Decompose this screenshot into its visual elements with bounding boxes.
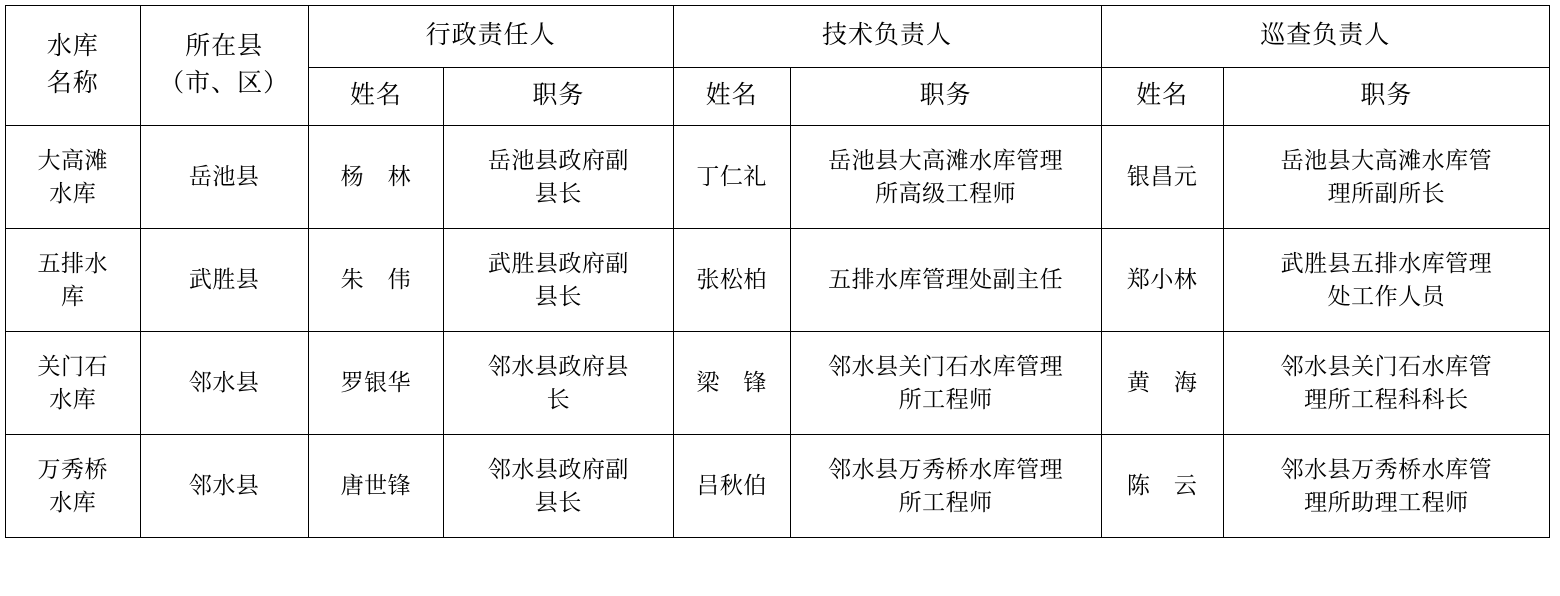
cell-admin-name: 杨 林 xyxy=(308,126,444,229)
header-reservoir-name-line2: 名称 xyxy=(46,69,99,97)
header-reservoir-name xyxy=(6,6,141,126)
header-county xyxy=(140,6,308,126)
admin-post-line2: 长 xyxy=(546,387,571,412)
cell-reservoir-name xyxy=(6,435,141,538)
cell-admin-post xyxy=(444,332,673,435)
header-tech-post: 职务 xyxy=(790,68,1101,126)
reservoir-name-line2: 库 xyxy=(61,284,85,309)
cell-tech-name: 张松柏 xyxy=(673,229,790,332)
reservoir-name-line1: 万秀桥 xyxy=(37,456,108,482)
cell-admin-post xyxy=(444,229,673,332)
header-group-patrol: 巡查负责人 xyxy=(1101,6,1549,68)
cell-county: 岳池县 xyxy=(140,126,308,229)
header-admin-name: 姓名 xyxy=(308,68,444,126)
header-row-top xyxy=(6,6,1550,68)
tech-post-line2: 所工程师 xyxy=(898,387,993,412)
cell-county: 邻水县 xyxy=(140,332,308,435)
cell-admin-name: 朱 伟 xyxy=(308,229,444,332)
cell-patrol-post xyxy=(1223,435,1549,538)
cell-tech-name: 梁 锋 xyxy=(673,332,790,435)
admin-post-line2: 县长 xyxy=(534,181,582,206)
cell-admin-post xyxy=(444,126,673,229)
patrol-post-line1: 岳池县大高滩水库管 xyxy=(1280,147,1493,173)
patrol-post-line2: 理所副所长 xyxy=(1327,181,1446,206)
cell-reservoir-name xyxy=(6,332,141,435)
cell-reservoir-name xyxy=(6,229,141,332)
cell-tech-name: 丁仁礼 xyxy=(673,126,790,229)
cell-tech-name: 吕秋伯 xyxy=(673,435,790,538)
reservoir-name-line1: 五排水 xyxy=(37,250,108,276)
header-patrol-post: 职务 xyxy=(1223,68,1549,126)
cell-tech-post xyxy=(790,229,1101,332)
admin-post-line1: 邻水县政府副 xyxy=(487,456,629,482)
table-header xyxy=(6,6,1550,126)
cell-tech-post xyxy=(790,126,1101,229)
reservoir-name-line2: 水库 xyxy=(49,387,97,412)
header-county-line1: 所在县 xyxy=(185,33,264,61)
reservoir-name-line1: 关门石 xyxy=(37,353,108,379)
table-body xyxy=(6,126,1550,538)
header-group-admin: 行政责任人 xyxy=(308,6,673,68)
cell-tech-post xyxy=(790,435,1101,538)
patrol-post-line2: 理所助理工程师 xyxy=(1304,490,1469,515)
header-reservoir-name-line1: 水库 xyxy=(46,33,99,61)
reservoir-responsibility-table xyxy=(5,5,1550,538)
header-group-tech: 技术负责人 xyxy=(673,6,1101,68)
admin-post-line2: 县长 xyxy=(534,490,582,515)
admin-post-line2: 县长 xyxy=(534,284,582,309)
cell-patrol-name: 银昌元 xyxy=(1101,126,1223,229)
header-tech-name: 姓名 xyxy=(673,68,790,126)
cell-county: 邻水县 xyxy=(140,435,308,538)
reservoir-name-line1: 大高滩 xyxy=(37,147,108,173)
patrol-post-line2: 理所工程科科长 xyxy=(1304,387,1469,412)
admin-post-line1: 岳池县政府副 xyxy=(487,147,629,173)
patrol-post-line1: 武胜县五排水库管理 xyxy=(1280,250,1493,276)
table-row xyxy=(6,332,1550,435)
document-page xyxy=(0,5,1560,596)
tech-post-line2: 所高级工程师 xyxy=(875,181,1017,206)
reservoir-name-line2: 水库 xyxy=(49,181,97,206)
reservoir-name-line2: 水库 xyxy=(49,490,97,515)
tech-post-line1: 邻水县万秀桥水库管理 xyxy=(828,456,1064,482)
patrol-post-line1: 邻水县关门石水库管 xyxy=(1280,353,1493,379)
header-county-line2: （市、区） xyxy=(159,69,290,97)
tech-post-line1: 邻水县关门石水库管理 xyxy=(828,353,1064,379)
patrol-post-line2: 处工作人员 xyxy=(1327,284,1446,309)
cell-patrol-name: 黄 海 xyxy=(1101,332,1223,435)
cell-patrol-post xyxy=(1223,126,1549,229)
cell-admin-name: 唐世锋 xyxy=(308,435,444,538)
cell-patrol-post xyxy=(1223,229,1549,332)
tech-post-line1: 五排水库管理处副主任 xyxy=(828,267,1064,293)
admin-post-line1: 武胜县政府副 xyxy=(487,250,629,276)
cell-patrol-post xyxy=(1223,332,1549,435)
table-row xyxy=(6,435,1550,538)
tech-post-line1: 岳池县大高滩水库管理 xyxy=(828,147,1064,173)
cell-reservoir-name xyxy=(6,126,141,229)
cell-admin-name: 罗银华 xyxy=(308,332,444,435)
cell-tech-post xyxy=(790,332,1101,435)
cell-county: 武胜县 xyxy=(140,229,308,332)
table-row xyxy=(6,229,1550,332)
admin-post-line1: 邻水县政府县 xyxy=(487,353,629,379)
table-row xyxy=(6,126,1550,229)
header-patrol-name: 姓名 xyxy=(1101,68,1223,126)
cell-patrol-name: 陈 云 xyxy=(1101,435,1223,538)
header-admin-post: 职务 xyxy=(444,68,673,126)
tech-post-line2: 所工程师 xyxy=(898,490,993,515)
cell-admin-post xyxy=(444,435,673,538)
cell-patrol-name: 郑小林 xyxy=(1101,229,1223,332)
patrol-post-line1: 邻水县万秀桥水库管 xyxy=(1280,456,1493,482)
